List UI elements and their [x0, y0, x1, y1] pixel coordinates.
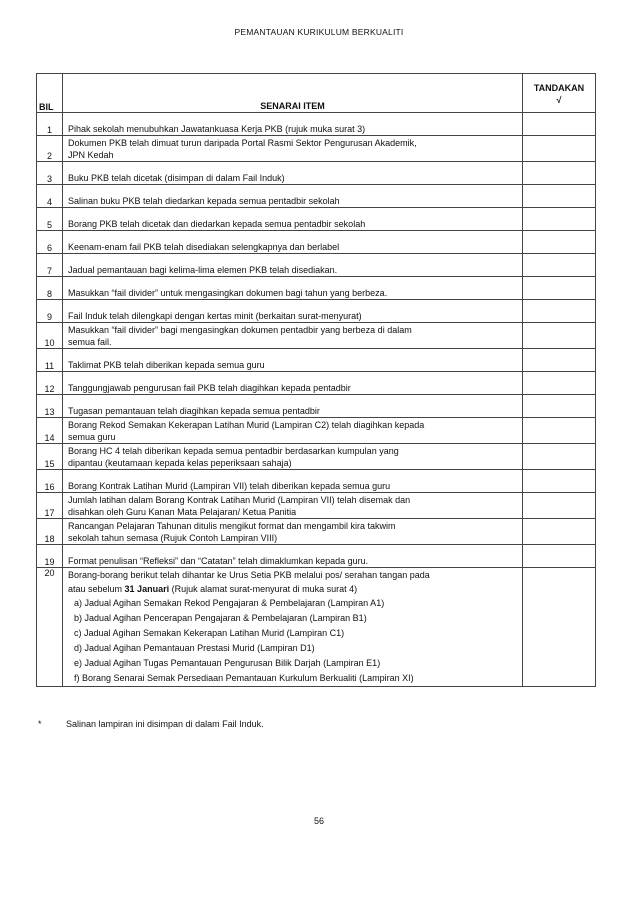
row-text-line: Tugasan pemantauan telah diagihkan kepada semua pentadbir — [68, 406, 320, 416]
row-number: 11 — [37, 349, 63, 372]
row-number: 10 — [37, 323, 63, 349]
row-number: 2 — [37, 136, 63, 162]
row-text-line: Jumlah latihan dalam Borang Kontrak Latihan Murid (Lampiran VII) telah disemak dan — [68, 495, 411, 505]
table-row — [37, 254, 596, 277]
sub-item: c) Jadual Agihan Semakan Kekerapan Latihan Murid (Lampiran C1) — [74, 628, 345, 638]
table-row — [37, 323, 596, 349]
tick-cell[interactable] — [523, 113, 596, 136]
tick-cell[interactable] — [523, 254, 596, 277]
row-text — [63, 113, 523, 136]
row-text-line: JPN Kedah — [68, 150, 114, 160]
deadline-date: 31 Januari — [124, 584, 170, 594]
table-row — [37, 493, 596, 519]
intro-text: (Rujuk alamat surat-menyurat di muka surat 4) — [169, 584, 358, 594]
row-text-line: Masukkan “fail divider” bagi mengasingkan dokumen pentadbir yang berbeza di dalam — [68, 325, 412, 335]
row-number: 12 — [37, 372, 63, 395]
tick-cell[interactable] — [523, 136, 596, 162]
check-mark-icon: √ — [556, 95, 562, 105]
tandakan-label: TANDAKAN — [533, 83, 585, 93]
checklist-table — [36, 73, 596, 687]
tick-cell[interactable] — [523, 372, 596, 395]
table-row — [37, 136, 596, 162]
tick-cell[interactable] — [523, 185, 596, 208]
row-text — [63, 372, 523, 395]
table-row — [37, 568, 596, 687]
row-number: 15 — [37, 444, 63, 470]
sub-item: a) Jadual Agihan Semakan Rekod Pengajaran & Pembelajaran (Lampiran A1) — [74, 598, 385, 608]
tick-cell[interactable] — [523, 349, 596, 372]
row-text — [63, 162, 523, 185]
row-text — [63, 470, 523, 493]
row-text — [63, 519, 523, 545]
table-row — [37, 277, 596, 300]
table-row — [37, 444, 596, 470]
row-text-line: Borang Rekod Semakan Kekerapan Latihan Murid (Lampiran C2) telah diagihkan kepada — [68, 420, 425, 430]
tick-cell[interactable] — [523, 300, 596, 323]
footnote-mark: * — [38, 719, 42, 729]
row-text-line: Buku PKB telah dicetak (disimpan di dalam Fail Induk) — [68, 173, 285, 183]
intro-text: atau sebelum — [68, 584, 125, 594]
row-number: 18 — [37, 519, 63, 545]
row-text — [63, 208, 523, 231]
row-text — [63, 395, 523, 418]
row-text — [63, 254, 523, 277]
tick-cell[interactable] — [523, 519, 596, 545]
row-text-line: Tanggungjawab pengurusan fail PKB telah diagihkan kepada pentadbir — [68, 383, 351, 393]
tick-cell[interactable] — [523, 568, 596, 687]
row-text-line: Borang PKB telah dicetak dan diedarkan kepada semua pentadbir sekolah — [68, 219, 366, 229]
row-text-line: Format penulisan “Refleksi” dan “Catatan” telah dimaklumkan kepada guru. — [68, 556, 369, 566]
row-number: 17 — [37, 493, 63, 519]
table-row — [37, 519, 596, 545]
row-text-line: Dokumen PKB telah dimuat turun daripada Portal Rasmi Sektor Pengurusan Akademik, — [68, 138, 417, 148]
row-number: 3 — [37, 162, 63, 185]
row-text-line: Fail Induk telah dilengkapi dengan kertas minit (berkaitan surat-menyurat) — [68, 311, 362, 321]
row-text — [63, 323, 523, 349]
table-row — [37, 395, 596, 418]
footnote — [38, 719, 264, 729]
row-text-line: Taklimat PKB telah diberikan kepada semua guru — [68, 360, 265, 370]
row-number: 13 — [37, 395, 63, 418]
column-header-item: SENARAI ITEM — [63, 74, 523, 113]
row-text — [63, 545, 523, 568]
row-text-line: semua guru — [68, 432, 116, 442]
row-text-line: Masukkan “fail divider” untuk mengasingkan dokumen bagi tahun yang berbeza. — [68, 288, 388, 298]
row-text — [63, 444, 523, 470]
tick-cell[interactable] — [523, 277, 596, 300]
row-text-line: sekolah tahun semasa (Rujuk Contoh Lampiran VIII) — [68, 533, 278, 543]
table-row — [37, 372, 596, 395]
row-number: 5 — [37, 208, 63, 231]
table-row — [37, 349, 596, 372]
table-row — [37, 162, 596, 185]
row-number: 6 — [37, 231, 63, 254]
row-intro-line: Borang-borang berikut telah dihantar ke Urus Setia PKB melalui pos/ serahan tangan pada — [68, 570, 430, 580]
table-row — [37, 208, 596, 231]
table-row — [37, 418, 596, 444]
row-number: 19 — [37, 545, 63, 568]
row-intro-line — [68, 582, 519, 596]
row-text — [63, 493, 523, 519]
tick-cell[interactable] — [523, 493, 596, 519]
table-row — [37, 185, 596, 208]
row-text-line: Jadual pemantauan bagi kelima-lima elemen PKB telah disediakan. — [68, 265, 338, 275]
tick-cell[interactable] — [523, 323, 596, 349]
table-row — [37, 545, 596, 568]
row-text — [63, 418, 523, 444]
row-text-line: disahkan oleh Guru Kanan Mata Pelajaran/ Ketua Panitia — [68, 507, 297, 517]
footnote-text: Salinan lampiran ini disimpan di dalam Fail Induk. — [66, 719, 264, 729]
row-text — [63, 349, 523, 372]
table-row — [37, 113, 596, 136]
tick-cell[interactable] — [523, 208, 596, 231]
row-number: 9 — [37, 300, 63, 323]
row-number: 20 — [37, 568, 63, 687]
column-header-tandakan — [523, 74, 596, 113]
tick-cell[interactable] — [523, 418, 596, 444]
row-text-line: Borang HC 4 telah diberikan kepada semua pentadbir berdasarkan kumpulan yang — [68, 446, 399, 456]
tick-cell[interactable] — [523, 395, 596, 418]
sub-item: b) Jadual Agihan Pencerapan Pengajaran & Pembelajaran (Lampiran B1) — [74, 613, 367, 623]
page-number: 56 — [313, 816, 324, 826]
tick-cell[interactable] — [523, 545, 596, 568]
row-text — [63, 277, 523, 300]
sub-item: d) Jadual Agihan Pemantauan Prestasi Murid (Lampiran D1) — [74, 643, 315, 653]
sub-item: e) Jadual Agihan Tugas Pemantauan Pengurusan Bilik Darjah (Lampiran E1) — [74, 658, 381, 668]
row-text-line: semua fail. — [68, 337, 112, 347]
row-text — [63, 185, 523, 208]
table-header-row — [37, 74, 596, 113]
row-text-line: Pihak sekolah menubuhkan Jawatankuasa Kerja PKB (rujuk muka surat 3) — [68, 124, 366, 134]
tick-cell[interactable] — [523, 444, 596, 470]
row-text-line: Rancangan Pelajaran Tahunan ditulis mengikut format dan mengambil kira takwim — [68, 521, 396, 531]
tick-cell[interactable] — [523, 231, 596, 254]
column-header-bil: BIL — [37, 74, 63, 113]
row-text — [63, 568, 523, 687]
row-text-line: Salinan buku PKB telah diedarkan kepada semua pentadbir sekolah — [68, 196, 340, 206]
row-text — [63, 136, 523, 162]
row-text — [63, 231, 523, 254]
running-header: PEMANTAUAN KURIKULUM BERKUALITI — [234, 27, 404, 37]
row-text — [63, 300, 523, 323]
row-number: 1 — [37, 113, 63, 136]
tick-cell[interactable] — [523, 470, 596, 493]
row-text-line: dipantau (keutamaan kepada kelas peperiksaan sahaja) — [68, 458, 292, 468]
row-text-line: Keenam-enam fail PKB telah disediakan selengkapnya dan berlabel — [68, 242, 340, 252]
row-number: 4 — [37, 185, 63, 208]
row-number: 8 — [37, 277, 63, 300]
row-number: 7 — [37, 254, 63, 277]
tick-cell[interactable] — [523, 162, 596, 185]
table-row — [37, 300, 596, 323]
row-number: 16 — [37, 470, 63, 493]
table-row — [37, 470, 596, 493]
row-text-line: Borang Kontrak Latihan Murid (Lampiran VII) telah diberikan kepada semua guru — [68, 481, 391, 491]
row-number: 14 — [37, 418, 63, 444]
sub-item: f) Borang Senarai Semak Persediaan Pemantauan Kurkulum Berkualiti (Lampiran XI) — [74, 673, 414, 683]
table-row — [37, 231, 596, 254]
